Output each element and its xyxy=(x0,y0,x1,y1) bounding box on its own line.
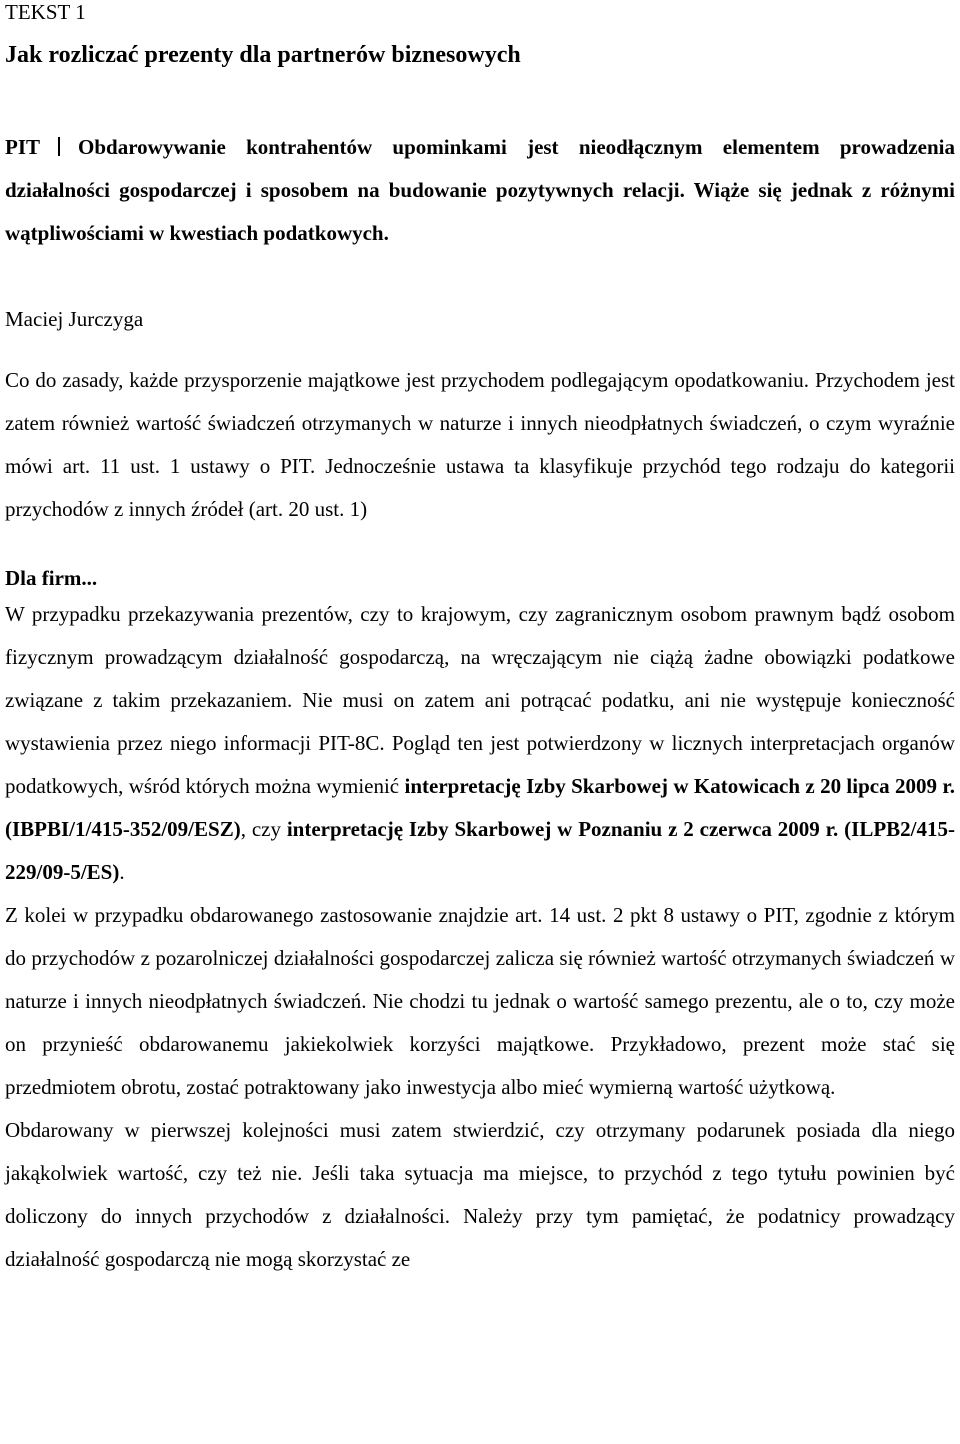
article-author: Maciej Jurczyga xyxy=(5,307,144,331)
paragraph-2 xyxy=(5,593,955,894)
article-title: Jak rozliczać prezenty dla partnerów biznesowych xyxy=(5,42,521,68)
paragraph-3: Z kolei w przypadku obdarowanego zastosowanie znajdzie art. 14 ust. 2 pkt 8 ustawy o PIT, zgodnie z którym do przychodów z pozarolniczej działalności gospodarczej zalicza się również wartość otrzymanych świadczeń w naturze i innych nieodpłatnych świadczeń. Nie chodzi tu jednak o wartość samego prezentu, ale o to, czy może on przynieść obdarowanemu jakiekolwiek korzyści majątkowe. Przykładowo, prezent może stać się przedmiotem obrotu, zostać potraktowany jako inwestycja albo mieć wymierną wartość użytkową. xyxy=(5,903,955,1099)
paragraph-2-part-2: , czy xyxy=(240,817,287,841)
interpretation-poznan: interpretację Izby Skarbowej w Poznaniu z 2 czerwca 2009 r. (ILPB2/415-229/09-5/ES) xyxy=(5,817,955,884)
document-page xyxy=(5,0,955,1281)
paragraph-1: Co do zasady, każde przysporzenie majątkowe jest przychodem podlegającym opodatkowaniu. Przychodem jest zatem również wartość świadczeń otrzymanych w naturze i innych nieodpłatnych świadczeń, o czym wyraźnie mówi art. 11 ust. 1 ustawy o PIT. Jednocześnie ustawa ta klasyfikuje przychód tego rodzaju do kategorii przychodów z innych źródeł (art. 20 ust. 1) xyxy=(5,368,955,521)
lead-text: Obdarowywanie kontrahentów upominkami jest nieodłącznym elementem prowadzenia działalności gospodarczej i sposobem na budowanie pozytywnych relacji. Wiąże się jednak z różnymi wątpliwościami w kwestiach podatkowych. xyxy=(5,135,955,245)
paragraph-2-part-3: . xyxy=(119,860,125,884)
text-label: TEKST 1 xyxy=(5,0,86,24)
lead-category: PIT xyxy=(5,135,41,159)
interpretation-katowice: interpretację Izby Skarbowej w Katowicach z 20 lipca 2009 r. (IBPBI/1/415-352/09/ESZ) xyxy=(5,774,955,841)
section-heading: Dla firm... xyxy=(5,566,98,590)
paragraph-4: Obdarowany w pierwszej kolejności musi zatem stwierdzić, czy otrzymany podarunek posiada dla niego jakąkolwiek wartość, czy też nie. Jeśli taka sytuacja ma miejsce, to przychód z tego tytułu powinien być doliczony do innych przychodów z działalności. Należy przy tym pamiętać, że podatnicy prowadzący działalność gospodarczą nie mogą skorzystać ze xyxy=(5,1118,955,1271)
article-lead xyxy=(5,126,955,255)
lead-separator xyxy=(58,137,60,156)
paragraph-2-part-1: W przypadku przekazywania prezentów, czy to krajowym, czy zagranicznym osobom prawnym bądź osobom fizycznym prowadzącym działalność gospodarczą, na wręczającym nie ciążą żadne obowiązki podatkowe związane z takim przekazaniem. Nie musi on zatem ani potrącać podatku, ani nie występuje konieczność wystawienia przez niego informacji PIT-8C. Pogląd ten jest potwierdzony w licznych interpretacjach organów podatkowych, wśród których można wymienić xyxy=(5,602,955,798)
